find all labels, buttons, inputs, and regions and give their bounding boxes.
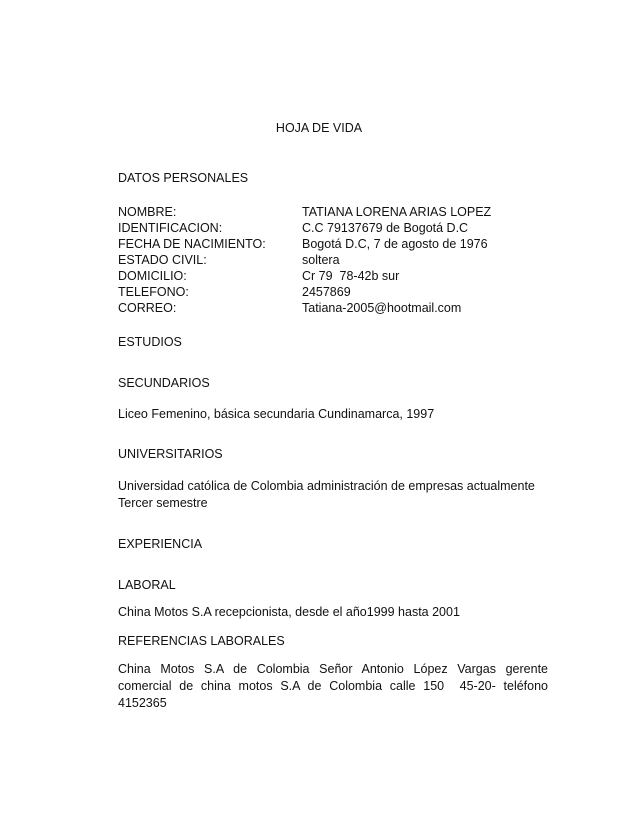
field-value-name: TATIANA LORENA ARIAS LOPEZ (302, 205, 492, 219)
field-value-email: Tatiana-2005@hootmail.com (302, 301, 462, 315)
field-label-name: NOMBRE: (118, 205, 177, 219)
section-heading-personal-data: DATOS PERSONALES (118, 171, 249, 185)
field-label-phone: TELEFONO: (118, 285, 189, 299)
field-label-address: DOMICILIO: (118, 269, 187, 283)
field-value-phone: 2457869 (302, 285, 351, 299)
field-value-identification: C.C 79137679 de Bogotá D.C (302, 221, 469, 235)
section-heading-experience: EXPERIENCIA (118, 537, 203, 551)
field-label-identification: IDENTIFICACION: (118, 221, 223, 235)
field-value-marital-status: soltera (302, 253, 340, 267)
document-title: HOJA DE VIDA (275, 121, 363, 135)
subheading-labor: LABORAL (118, 578, 176, 592)
field-label-birth-date: FECHA DE NACIMIENTO: (118, 237, 266, 251)
field-value-address: Cr 79 78-42b sur (302, 269, 400, 283)
secondary-studies-text: Liceo Femenino, básica secundaria Cundinamarca, 1997 (118, 407, 435, 421)
labor-experience-text: China Motos S.A recepcionista, desde el año1999 hasta 2001 (118, 605, 460, 619)
field-value-birth-date: Bogotá D.C, 7 de agosto de 1976 (302, 237, 488, 251)
labor-references-text: China Motos S.A de Colombia Señor Antonio López Vargas gerente comercial de china motos S.A de Colombia calle 150 45-20- teléfono 4152365 (118, 662, 552, 710)
subheading-secondary: SECUNDARIOS (118, 376, 210, 390)
field-label-email: CORREO: (118, 301, 177, 315)
subheading-university: UNIVERSITARIOS (118, 447, 223, 461)
university-studies-line-1: Universidad católica de Colombia administración de empresas actualmente (118, 479, 535, 493)
university-studies-line-2: Tercer semestre (118, 496, 208, 510)
subheading-labor-references: REFERENCIAS LABORALES (118, 634, 285, 648)
section-heading-studies: ESTUDIOS (118, 335, 182, 349)
field-label-marital-status: ESTADO CIVIL: (118, 253, 207, 267)
